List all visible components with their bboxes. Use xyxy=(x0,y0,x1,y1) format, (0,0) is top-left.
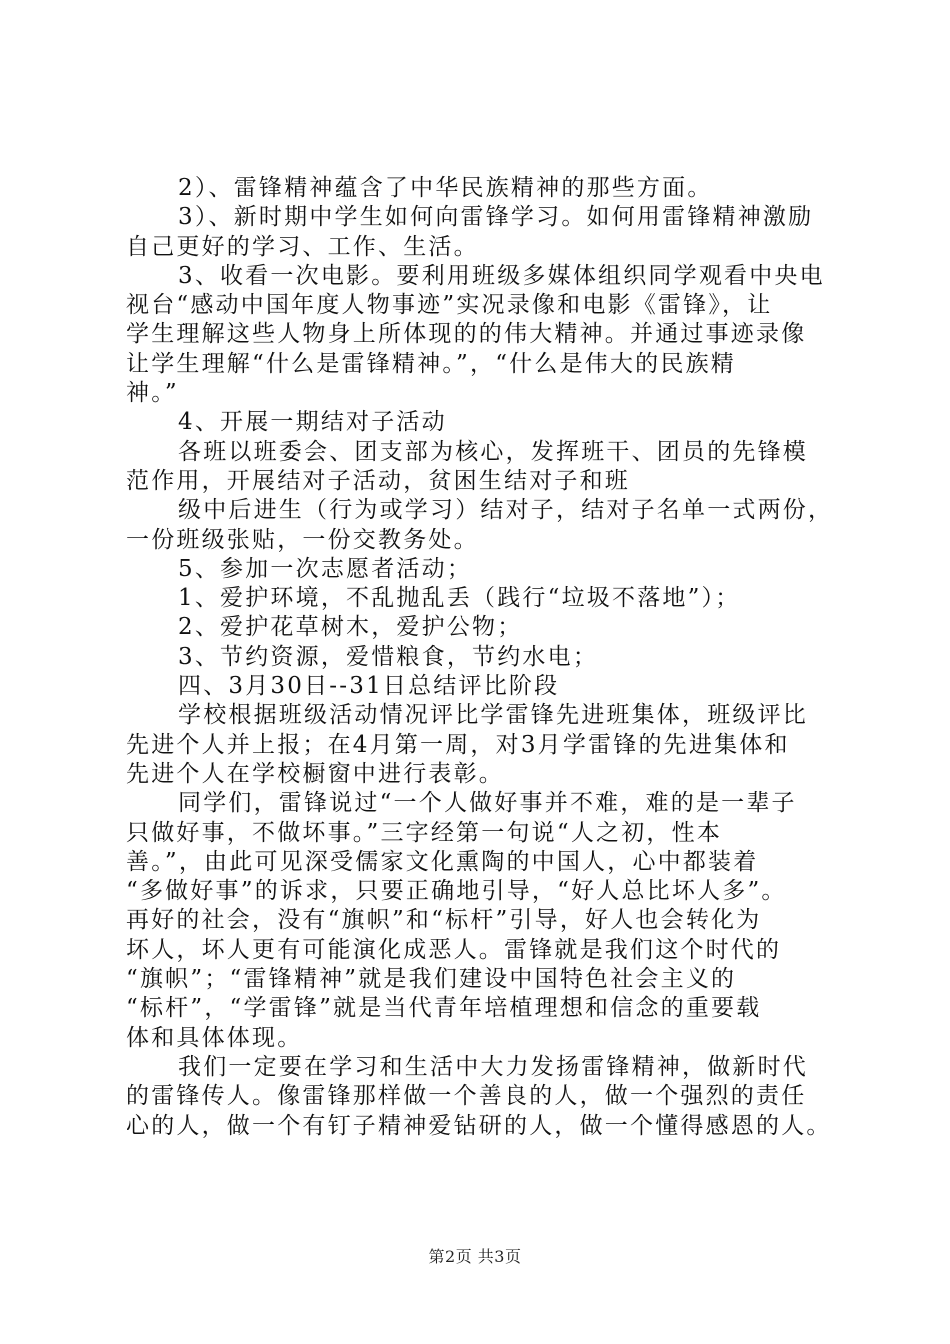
text-line: 再好的社会，没有“旗帜”和“标杆”引导，好人也会转化为 xyxy=(126,907,762,934)
page-footer: 第2页 共3页 xyxy=(428,1247,522,1266)
text-line: 坏人，坏人更有可能演化成恶人。雷锋就是我们这个时代的 xyxy=(126,936,782,963)
text-line: 3、收看一次电影。要利用班级多媒体组织同学观看中央电 xyxy=(178,262,825,289)
text-line: 学生理解这些人物身上所体现的的伟大精神。并通过事迹录像 xyxy=(126,321,807,348)
text-line: 1、爱护环境，不乱抛乱丢（践行“垃圾不落地”）； xyxy=(178,585,741,612)
text-line: 只做好事，不做坏事。”三字经第一句说“人之初，性本 xyxy=(126,819,723,846)
text-line: 体和具体体现。 xyxy=(126,1024,303,1051)
text-line: 视台“感动中国年度人物事迹”实况录像和电影《雷锋》，让 xyxy=(126,292,773,319)
text-line: 3）、新时期中学生如何向雷锋学习。如何用雷锋精神激励 xyxy=(178,204,814,231)
text-line: 级中后进生（行为或学习）结对子，结对子名单一式两份， xyxy=(178,497,834,524)
text-line: “多做好事”的诉求，只要正确地引导，“好人总比坏人多”。 xyxy=(126,878,787,905)
text-line: 2）、雷锋精神蕴含了中华民族精神的那些方面。 xyxy=(178,175,713,201)
text-line: 5、参加一次志愿者活动； xyxy=(178,555,473,582)
text-line: 一份班级张贴，一份交教务处。 xyxy=(126,526,479,553)
text-line: 4、开展一期结对子活动 xyxy=(178,409,447,436)
text-line: 同学们，雷锋说过“一个人做好事并不难，难的是一辈子 xyxy=(178,790,797,817)
text-line: 范作用，开展结对子活动，贫困生结对子和班 xyxy=(126,467,630,494)
text-line: 心的人，做一个有钉子精神爱钻研的人，做一个懂得感恩的人。 xyxy=(126,1112,832,1139)
text-line: 3、节约资源，爱惜粮食，节约水电； xyxy=(178,643,599,670)
text-line: 先进个人并上报；在4月第一周，对3月学雷锋的先进集体和 xyxy=(126,731,790,758)
text-line: 善。”，由此可见深受儒家文化熏陶的中国人，心中都装着 xyxy=(126,848,759,875)
text-line: 四、3月30日--31日总结评比阶段 xyxy=(178,673,560,700)
text-line: “旗帜”；“雷锋精神”就是我们建设中国特色社会主义的 xyxy=(126,966,737,993)
text-line: 神。” xyxy=(126,380,179,407)
text-line: 先进个人在学校橱窗中进行表彰。 xyxy=(126,760,504,787)
text-line: 学校根据班级活动情况评比学雷锋先进班集体，班级评比 xyxy=(178,702,808,729)
text-line: “标杆”，“学雷锋”就是当代青年培植理想和信念的重要载 xyxy=(126,995,762,1022)
document-body xyxy=(126,174,834,1141)
text-line: 的雷锋传人。像雷锋那样做一个善良的人，做一个强烈的责任 xyxy=(126,1083,807,1110)
text-line: 让学生理解“什么是雷锋精神。”，“什么是伟大的民族精 xyxy=(126,350,736,377)
text-line: 2、爱护花草树木，爱护公物； xyxy=(178,614,523,641)
text-line: 我们一定要在学习和生活中大力发扬雷锋精神，做新时代 xyxy=(178,1053,808,1080)
text-line: 各班以班委会、团支部为核心，发挥班干、团员的先锋模 xyxy=(178,438,808,465)
text-line: 自己更好的学习、工作、生活。 xyxy=(126,233,479,260)
